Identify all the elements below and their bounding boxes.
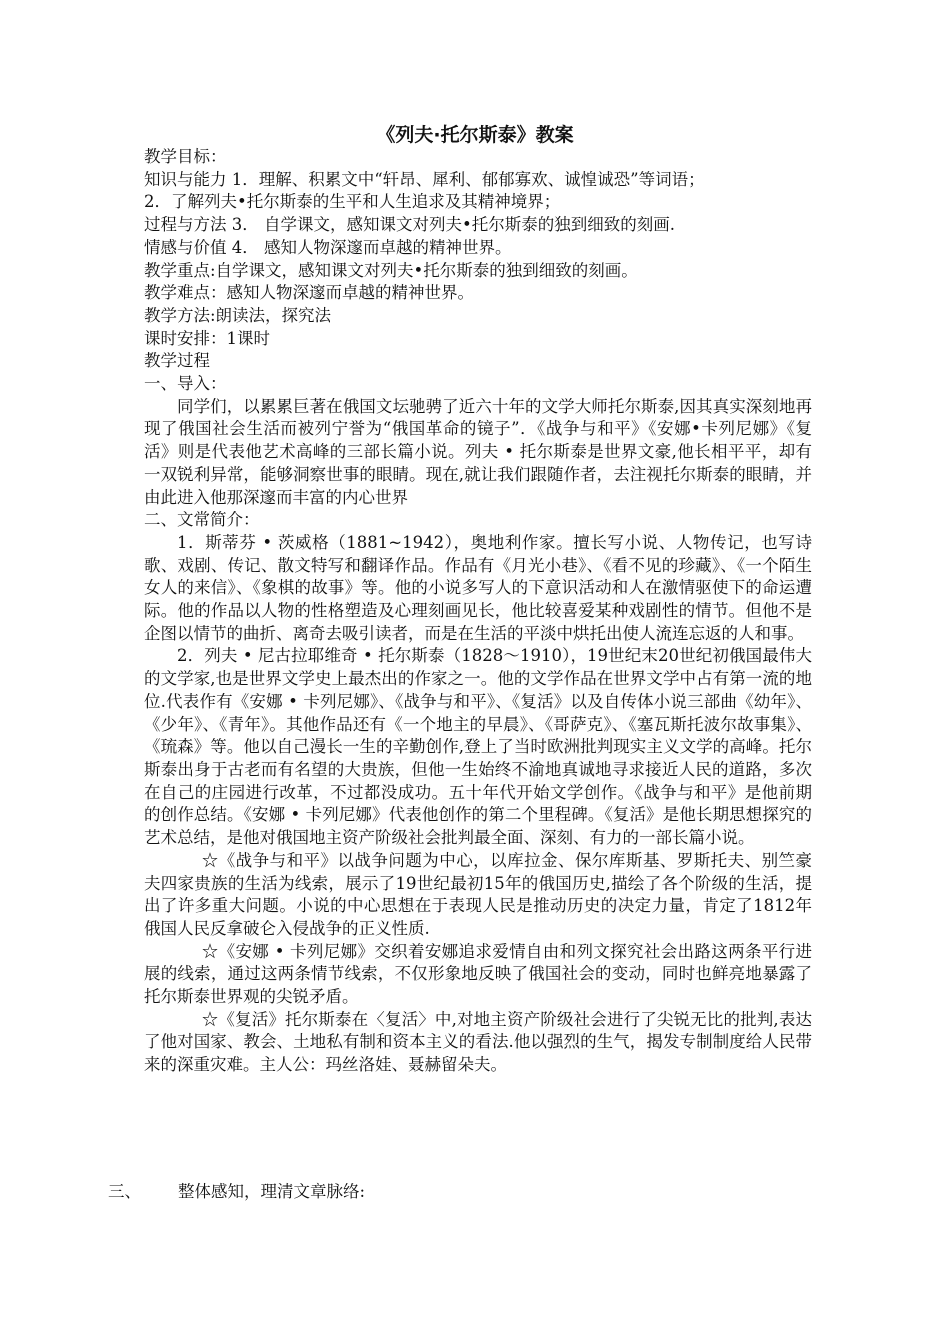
section3-label: 整体感知，理清文章脉络: xyxy=(178,1182,366,1201)
teaching-methods: 教学方法:朗读法，探究法 xyxy=(144,305,332,325)
objective-item: 情感与价值 4． 感知人物深邃而卓越的精神世界。 xyxy=(144,237,512,257)
section1-heading: 一、导入： xyxy=(144,374,227,394)
key-point: 教学重点:自学课文，感知课文对列夫•托尔斯泰的独到细致的刻画。 xyxy=(144,260,638,280)
section2-paragraph: 2．列夫 • 尼古拉耶维奇 • 托尔斯泰（1828～1910），19世纪末20世纪初俄国最伟大的文学家,也是世界文学史上最杰出的作家之一。他的文学作品在世界文学中占有第一流的地位.代表作有《安娜 • 卡列尼娜》、《战争与和平》、《复活》以及自传体小说三部曲《幼年》、《少年》、《青年》。其他作品还有《一个地主的早晨》、《哥萨克》、《塞瓦斯托波尔故事集》、《琉森》等。他以自己漫长一生的辛勤创作,登上了当时欧洲批判现实主义文学的高峰。托尔斯泰出身于古老而有名望的大贵族，但他一生始终不渝地真诚地寻求接近人民的道路，多次在自己的庄园进行改革，不过都没成功。五十年代开始文学创作。《战争与和平》是他前期的创作总结。《安娜 • 卡列尼娜》代表他创作的第二个里程碑。《复活》是他长期思想探究的艺术总结，是他对俄国地主资产阶级社会批判最全面、深刻、有力的一部长篇小说。 xyxy=(144,646,812,848)
section2-paragraph: ☆《安娜 • 卡列尼娜》交织着安娜追求爱情自由和列文探究社会出路这两条平行进展的线索，通过这两条情节线索，不仅形象地反映了俄国社会的变动，同时也鲜亮地暴露了托尔斯泰世界观的尖锐矛盾。 xyxy=(144,941,812,1007)
section2-paragraph: ☆《战争与和平》以战争问题为中心，以库拉金、保尔库斯基、罗斯托夫、别竺豪夫四家贵族的生活为线索，展示了19世纪最初15年的俄国历史,描绘了各个阶级的生活，提出了许多重大问题。小说的中心思想在于表现人民是推动历史的决定力量，肯定了1812年俄国人民反拿破仑入侵战争的正义性质. xyxy=(144,850,812,938)
section3-number: 三、 xyxy=(108,1182,141,1201)
process-heading: 教学过程 xyxy=(144,351,210,371)
section2-heading: 二、文常简介： xyxy=(144,510,260,530)
objectives-heading: 教学目标： xyxy=(144,147,227,166)
objective-item: 过程与方法 3． 自学课文，感知课文对列夫•托尔斯泰的独到细致的刻画. xyxy=(144,215,675,235)
section2-paragraph: ☆《复活》托尔斯泰在〈复活〉中,对地主资产阶级社会进行了尖锐无比的批判,表达了他对国家、教会、土地私有制和资本主义的看法.他以强烈的生气，揭发专制制度给人民带来的深重灾难。主人公：玛丝洛娃、聂赫留朵夫。 xyxy=(144,1009,812,1075)
section1-paragraph: 同学们，以累累巨著在俄国文坛驰骋了近六十年的文学大师托尔斯泰,因其真实深刻地再现了俄国社会生活而被列宁誉为“俄国革命的镜子”．《战争与和平》《安娜•卡列尼娜》《复活》则是代表他艺术高峰的三部长篇小说。列夫 • 托尔斯泰是世界文豪,他长相平平，却有一双锐利异常，能够洞察世事的眼睛。现在,就让我们跟随作者，去注视托尔斯泰的眼睛，并由此进入他那深邃而丰富的内心世界 xyxy=(144,396,812,507)
document-body xyxy=(144,146,812,1077)
schedule: 课时安排：1课时 xyxy=(144,328,270,348)
section2-paragraph: 1．斯蒂芬 • 茨威格（1881~1942），奥地利作家。擅长写小说、人物传记，也写诗歌、戏剧、传记、散文特写和翻译作品。作品有《月光小巷》、《看不见的珍藏》、《一个陌生女人的来信》、《象棋的故事》等。他的小说多写人的下意识活动和人在激情驱使下的命运遭际。他的作品以人物的性格塑造及心理刻画见长，他比较喜爱某种戏剧性的情节。但他不是企图以情节的曲折、离奇去吸引读者，而是在生活的平淡中烘托出使人流连忘返的人和事。 xyxy=(144,532,812,643)
objective-item: 2．了解列夫•托尔斯泰的生平和人生追求及其精神境界； xyxy=(144,192,561,212)
section3-heading xyxy=(108,1181,365,1204)
document-title: 《列夫·托尔斯泰》教案 xyxy=(376,124,574,146)
difficulty: 教学难点：感知人物深邃而卓越的精神世界。 xyxy=(144,283,474,303)
objective-item: 知识与能力 1．理解、积累文中“轩昂、犀利、郁郁寡欢、诚惶诚恐”等词语； xyxy=(144,169,705,189)
